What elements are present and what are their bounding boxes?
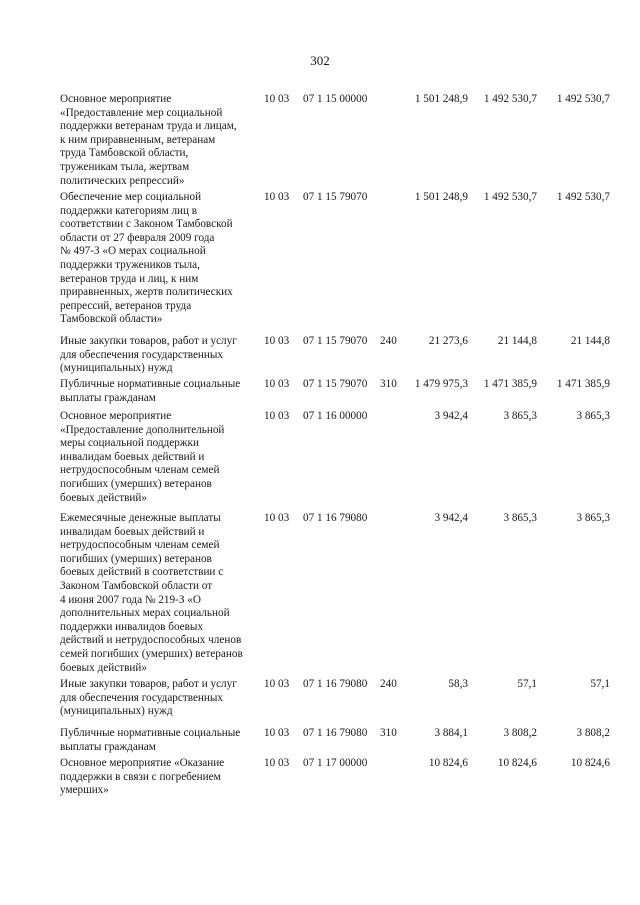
row-sum-1: 58,3 xyxy=(448,678,468,690)
row-name-line: погибших (умерших) ветеранов xyxy=(60,477,212,490)
row-csr: 07 1 16 79080 xyxy=(303,512,368,524)
row-name-line: нетрудоспособным членам семей xyxy=(60,464,220,477)
row-csr: 07 1 15 00000 xyxy=(303,93,368,105)
row-razdel: 10 03 xyxy=(264,512,290,524)
row-sum-3: 3 865,3 xyxy=(576,410,610,422)
row-name xyxy=(60,378,270,405)
row-sum-3: 1 471 385,9 xyxy=(556,378,610,390)
row-name xyxy=(60,512,270,675)
row-name-line: для обеспечения государственных xyxy=(60,348,224,361)
row-name-line: поддержки в связи с погребением xyxy=(60,770,221,783)
row-razdel: 10 03 xyxy=(264,335,290,347)
row-csr: 07 1 15 79070 xyxy=(303,335,368,347)
row-sum-2: 10 824,6 xyxy=(497,757,537,769)
row-vr: 240 xyxy=(380,678,397,690)
row-vr: 240 xyxy=(380,335,397,347)
row-sum-3: 21 144,8 xyxy=(570,335,610,347)
row-razdel: 10 03 xyxy=(264,727,290,739)
row-name-line: приравненных, жертв политических xyxy=(60,286,233,299)
row-name-line: выплаты гражданам xyxy=(60,391,156,404)
row-name-line: (муниципальных) нужд xyxy=(60,705,173,718)
row-name-line: (муниципальных) нужд xyxy=(60,362,173,375)
row-sum-2: 3 865,3 xyxy=(503,512,537,524)
row-name-line: боевых действий в соответствии с xyxy=(60,566,224,579)
row-name-line: поддержки тружеников тыла, xyxy=(60,258,200,271)
row-sum-2: 3 808,2 xyxy=(503,727,537,739)
row-name-line: погибших (умерших) ветеранов xyxy=(60,552,212,565)
row-name-line: Основное мероприятие xyxy=(60,410,172,422)
row-razdel: 10 03 xyxy=(264,757,290,769)
row-name-line: выплаты гражданам xyxy=(60,740,156,753)
row-name-line: дополнительных мерах социальной xyxy=(60,607,230,620)
row-name-line: ветеранов труда и лиц, к ним xyxy=(60,272,199,285)
row-name-line: к ним приравненным, ветеранам xyxy=(60,133,216,146)
row-sum-1: 10 824,6 xyxy=(428,757,468,769)
row-name-line: Публичные нормативные социальные xyxy=(60,727,241,739)
row-name xyxy=(60,757,270,798)
row-sum-1: 1 501 248,9 xyxy=(414,93,468,105)
row-csr: 07 1 17 00000 xyxy=(303,757,368,769)
row-sum-3: 3 865,3 xyxy=(576,512,610,524)
row-csr: 07 1 15 79070 xyxy=(303,191,368,203)
row-name-line: Обеспечение мер социальной xyxy=(60,191,202,203)
row-csr: 07 1 16 00000 xyxy=(303,410,368,422)
row-name-line: боевых действий» xyxy=(60,491,147,504)
row-razdel: 10 03 xyxy=(264,93,290,105)
row-razdel: 10 03 xyxy=(264,410,290,422)
row-sum-1: 21 273,6 xyxy=(428,335,468,347)
row-razdel: 10 03 xyxy=(264,191,290,203)
row-name-line: инвалидам боевых действий и xyxy=(60,450,205,463)
row-vr: 310 xyxy=(380,378,397,390)
row-sum-1: 1 479 975,3 xyxy=(414,378,468,390)
row-name xyxy=(60,191,270,327)
row-name-line: Иные закупки товаров, работ и услуг xyxy=(60,335,237,347)
row-name-line: поддержки инвалидов боевых xyxy=(60,620,204,633)
row-name-line: «Предоставление дополнительной xyxy=(60,423,225,436)
row-sum-3: 10 824,6 xyxy=(570,757,610,769)
row-razdel: 10 03 xyxy=(264,378,290,390)
row-sum-3: 1 492 530,7 xyxy=(556,93,610,105)
row-vr: 310 xyxy=(380,727,397,739)
row-name xyxy=(60,335,270,376)
row-sum-3: 57,1 xyxy=(590,678,610,690)
row-name-line: труженикам тыла, жертвам xyxy=(60,160,190,173)
row-sum-1: 3 942,4 xyxy=(434,512,468,524)
row-sum-2: 1 492 530,7 xyxy=(483,191,537,203)
row-sum-2: 3 865,3 xyxy=(503,410,537,422)
row-csr: 07 1 15 79070 xyxy=(303,378,368,390)
row-sum-2: 57,1 xyxy=(517,678,537,690)
row-sum-2: 21 144,8 xyxy=(497,335,537,347)
row-csr: 07 1 16 79080 xyxy=(303,727,368,739)
row-name-line: Публичные нормативные социальные xyxy=(60,378,241,390)
row-sum-1: 1 501 248,9 xyxy=(414,191,468,203)
row-name-line: Иные закупки товаров, работ и услуг xyxy=(60,678,237,690)
row-sum-1: 3 942,4 xyxy=(434,410,468,422)
row-name-line: нетрудоспособным членам семей xyxy=(60,539,220,552)
row-name-line: политических репрессий» xyxy=(60,174,185,187)
row-name-line: Тамбовской области» xyxy=(60,313,163,326)
row-name-line: Законом Тамбовской области от xyxy=(60,579,213,592)
row-name xyxy=(60,410,270,505)
row-sum-2: 1 492 530,7 xyxy=(483,93,537,105)
row-sum-3: 1 492 530,7 xyxy=(556,191,610,203)
row-name-line: для обеспечения государственных xyxy=(60,691,224,704)
row-name-line: Ежемесячные денежные выплаты xyxy=(60,512,221,524)
row-name-line: действий и нетрудоспособных членов xyxy=(60,634,242,647)
row-name-line: 4 июня 2007 года № 219-З «О xyxy=(60,593,201,606)
row-name-line: труда Тамбовской области, xyxy=(60,147,189,160)
row-name-line: семей погибших (умерших) ветеранов xyxy=(60,647,243,660)
row-name-line: области от 27 февраля 2009 года xyxy=(60,231,215,244)
row-name-line: репрессий, ветеранов труда xyxy=(60,299,192,312)
row-name-line: Основное мероприятие «Оказание xyxy=(60,757,225,769)
row-sum-3: 3 808,2 xyxy=(576,727,610,739)
row-csr: 07 1 16 79080 xyxy=(303,678,368,690)
row-name-line: умерших» xyxy=(60,784,109,797)
row-name xyxy=(60,678,270,719)
row-sum-1: 3 884,1 xyxy=(434,727,468,739)
row-name-line: поддержки категориям лиц в xyxy=(60,204,198,217)
row-name xyxy=(60,727,270,754)
row-razdel: 10 03 xyxy=(264,678,290,690)
row-name-line: «Предоставление мер социальной xyxy=(60,106,223,119)
row-name-line: Основное мероприятие xyxy=(60,93,172,105)
page-number: 302 xyxy=(310,53,330,68)
row-name-line: инвалидам боевых действий и xyxy=(60,525,205,538)
row-name-line: боевых действий» xyxy=(60,661,147,674)
row-sum-2: 1 471 385,9 xyxy=(483,378,537,390)
row-name-line: соответствии с Законом Тамбовской xyxy=(60,218,233,231)
row-name-line: меры социальной поддержки xyxy=(60,437,199,450)
row-name-line: поддержки ветеранам труда и лицам, xyxy=(60,120,237,133)
row-name-line: № 497-З «О мерах социальной xyxy=(60,245,206,258)
row-name xyxy=(60,93,270,188)
